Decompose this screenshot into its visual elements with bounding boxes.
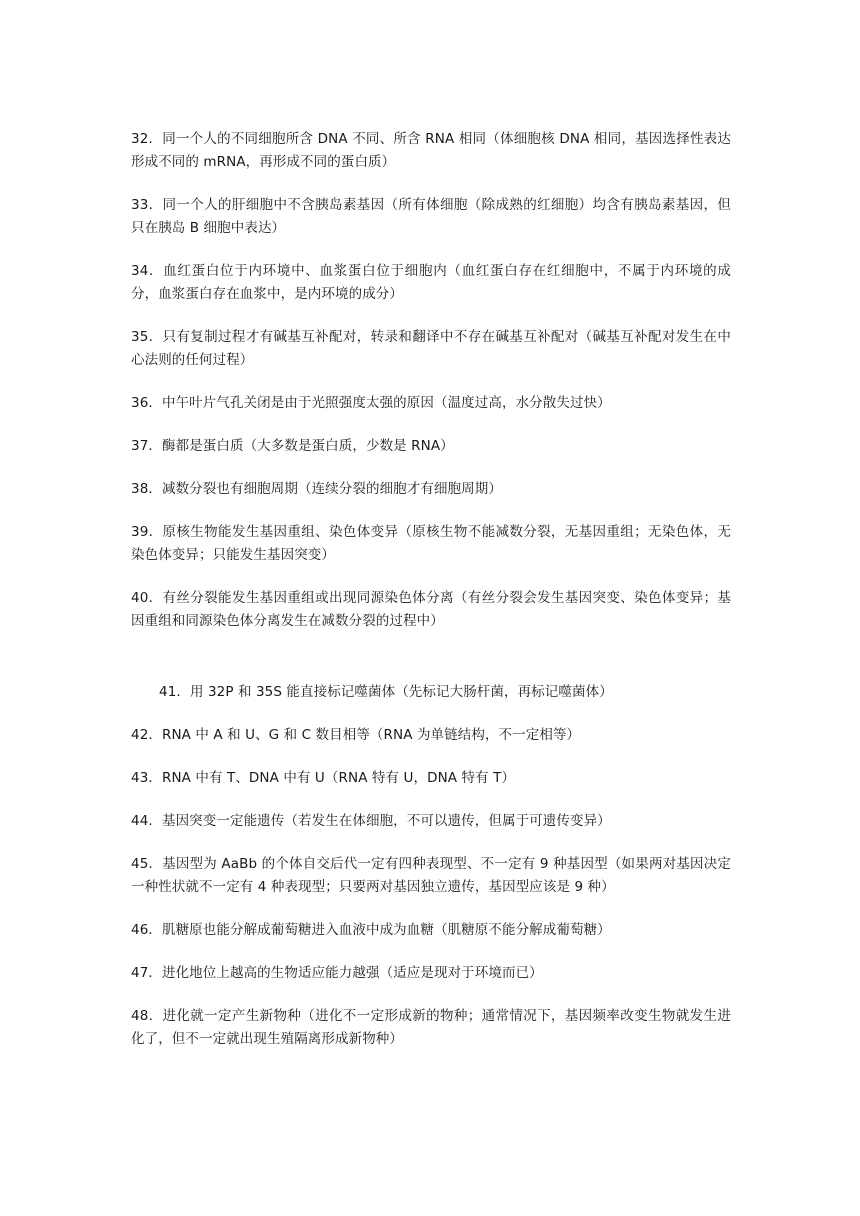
- item-42: 42．RNA 中 A 和 U、G 和 C 数目相等（RNA 为单链结构，不一定相等）: [131, 727, 581, 743]
- item-41: 41．用 32P 和 35S 能直接标记噬菌体（先标记大肠杆菌，再标记噬菌体）: [159, 684, 613, 700]
- item-45: 45．基因型为 AaBb 的个体自交后代一定有四种表现型、不一定有 9 种基因型（如果两对基因决定一种性状就不一定有 4 种表现型；只要两对基因独立遗传，基因型应该是 9 种）: [131, 856, 731, 895]
- item-34: 34．血红蛋白位于内环境中、血浆蛋白位于细胞内（血红蛋白存在红细胞中，不属于内环境的成分，血浆蛋白存在血浆中，是内环境的成分）: [131, 263, 731, 302]
- item-32: 32．同一个人的不同细胞所含 DNA 不同、所含 RNA 相同（体细胞核 DNA 相同，基因选择性表达形成不同的 mRNA，再形成不同的蛋白质）: [131, 131, 731, 170]
- item-36: 36．中午叶片气孔关闭是由于光照强度太强的原因（温度过高，水分散失过快）: [131, 395, 611, 411]
- item-48: 48．进化就一定产生新物种（进化不一定形成新的物种；通常情况下，基因频率改变生物就发生进化了，但不一定就出现生殖隔离形成新物种）: [131, 1008, 731, 1047]
- item-37: 37．酶都是蛋白质（大多数是蛋白质，少数是 RNA）: [131, 438, 454, 454]
- item-35: 35．只有复制过程才有碱基互补配对，转录和翻译中不存在碱基互补配对（碱基互补配对发生在中心法则的任何过程）: [131, 329, 731, 368]
- item-43: 43．RNA 中有 T、DNA 中有 U（RNA 特有 U，DNA 特有 T）: [131, 770, 516, 786]
- item-47: 47．进化地位上越高的生物适应能力越强（适应是现对于环境而已）: [131, 965, 543, 981]
- item-44: 44．基因突变一定能遗传（若发生在体细胞，不可以遗传，但属于可遗传变异）: [131, 813, 611, 829]
- item-40: 40．有丝分裂能发生基因重组或出现同源染色体分离（有丝分裂会发生基因突变、染色体变异；基因重组和同源染色体分离发生在减数分裂的过程中）: [131, 590, 731, 629]
- item-33: 33．同一个人的肝细胞中不含胰岛素基因（所有体细胞（除成熟的红细胞）均含有胰岛素基因，但只在胰岛 B 细胞中表达）: [131, 197, 731, 236]
- item-39: 39．原核生物能发生基因重组、染色体变异（原核生物不能减数分裂，无基因重组；无染色体，无染色体变异；只能发生基因突变）: [131, 524, 731, 563]
- item-46: 46．肌糖原也能分解成葡萄糖进入血液中成为血糖（肌糖原不能分解成葡萄糖）: [131, 922, 611, 938]
- item-38: 38．减数分裂也有细胞周期（连续分裂的细胞才有细胞周期）: [131, 481, 502, 497]
- document-body: [131, 128, 731, 1071]
